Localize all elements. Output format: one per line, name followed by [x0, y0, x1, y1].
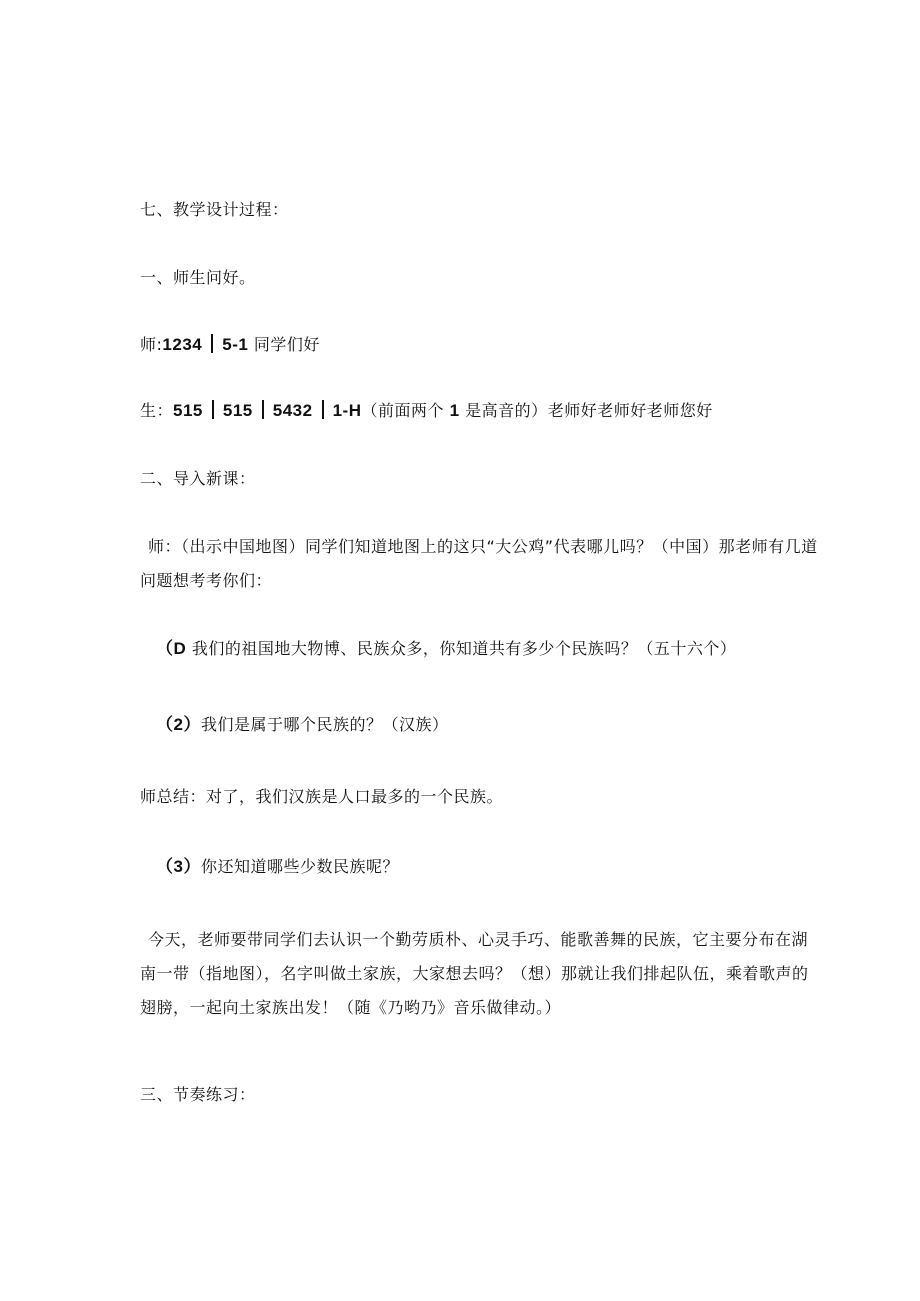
- student-notes-b: 515: [222, 401, 253, 420]
- teacher-notes-b: 5-1: [222, 335, 249, 354]
- today-paragraph: 今天，老师要带同学们去认识一个勤劳质朴、心灵手巧、能歌善舞的民族，它主要分布在湖南一带（指地图），名字叫做土家族，大家想去吗？（想）那就让我们排起队伍，乘着歌声的翅膀，一起向土家族出发！（随《乃哟乃》音乐做律动。）: [140, 930, 809, 1017]
- teacher-greeting-line: [140, 334, 320, 355]
- student-note-open: （前面两个: [361, 401, 445, 420]
- question-1-prefix: （D: [156, 639, 187, 658]
- student-note-close: 是高音的）: [465, 401, 548, 420]
- bar-line: [262, 400, 264, 419]
- student-note-num: 1: [449, 401, 460, 420]
- question-1-text: 我们的祖国地大物博、民族众多，你知道共有多少个民族吗？（五十六个）: [191, 639, 737, 658]
- question-3-text: 你还知道哪些少数民族呢？: [200, 857, 399, 876]
- intro-paragraph: 师：（出示中国地图）同学们知道地图上的这只“大公鸡”代表哪儿吗？（中国）那老师有几道问题想考考你们：: [140, 537, 818, 590]
- teacher-summary: 师总结：对了，我们汉族是人口最多的一个民族。: [140, 787, 504, 806]
- step-two-heading: 二、导入新课：: [140, 469, 256, 488]
- teacher-lyric: 同学们好: [253, 335, 320, 354]
- bar-line: [212, 400, 214, 419]
- question-2-prefix: （2）: [156, 715, 201, 734]
- student-notes-a: 515: [173, 401, 203, 420]
- student-notes-c: 5432: [272, 401, 313, 420]
- bar-line: [211, 334, 213, 353]
- question-2: [156, 715, 448, 735]
- student-greeting-line: [140, 400, 713, 421]
- teacher-notes-a: 1234: [162, 335, 203, 354]
- student-speaker: 生：: [140, 401, 174, 420]
- student-notes-d: 1-H: [332, 401, 362, 420]
- step-one-heading: 一、师生问好。: [140, 268, 256, 287]
- student-lyric: 老师好老师好老师您好: [547, 401, 713, 420]
- section-seven-heading: 七、教学设计过程：: [140, 200, 289, 219]
- question-3-prefix: （3）: [156, 857, 201, 876]
- question-1: [156, 639, 736, 659]
- teacher-speaker: 师:: [140, 335, 163, 354]
- question-3: [156, 857, 399, 877]
- bar-line: [322, 400, 324, 419]
- question-2-text: 我们是属于哪个民族的？（汉族）: [200, 715, 449, 734]
- step-three-heading: 三、节奏练习：: [140, 1085, 256, 1104]
